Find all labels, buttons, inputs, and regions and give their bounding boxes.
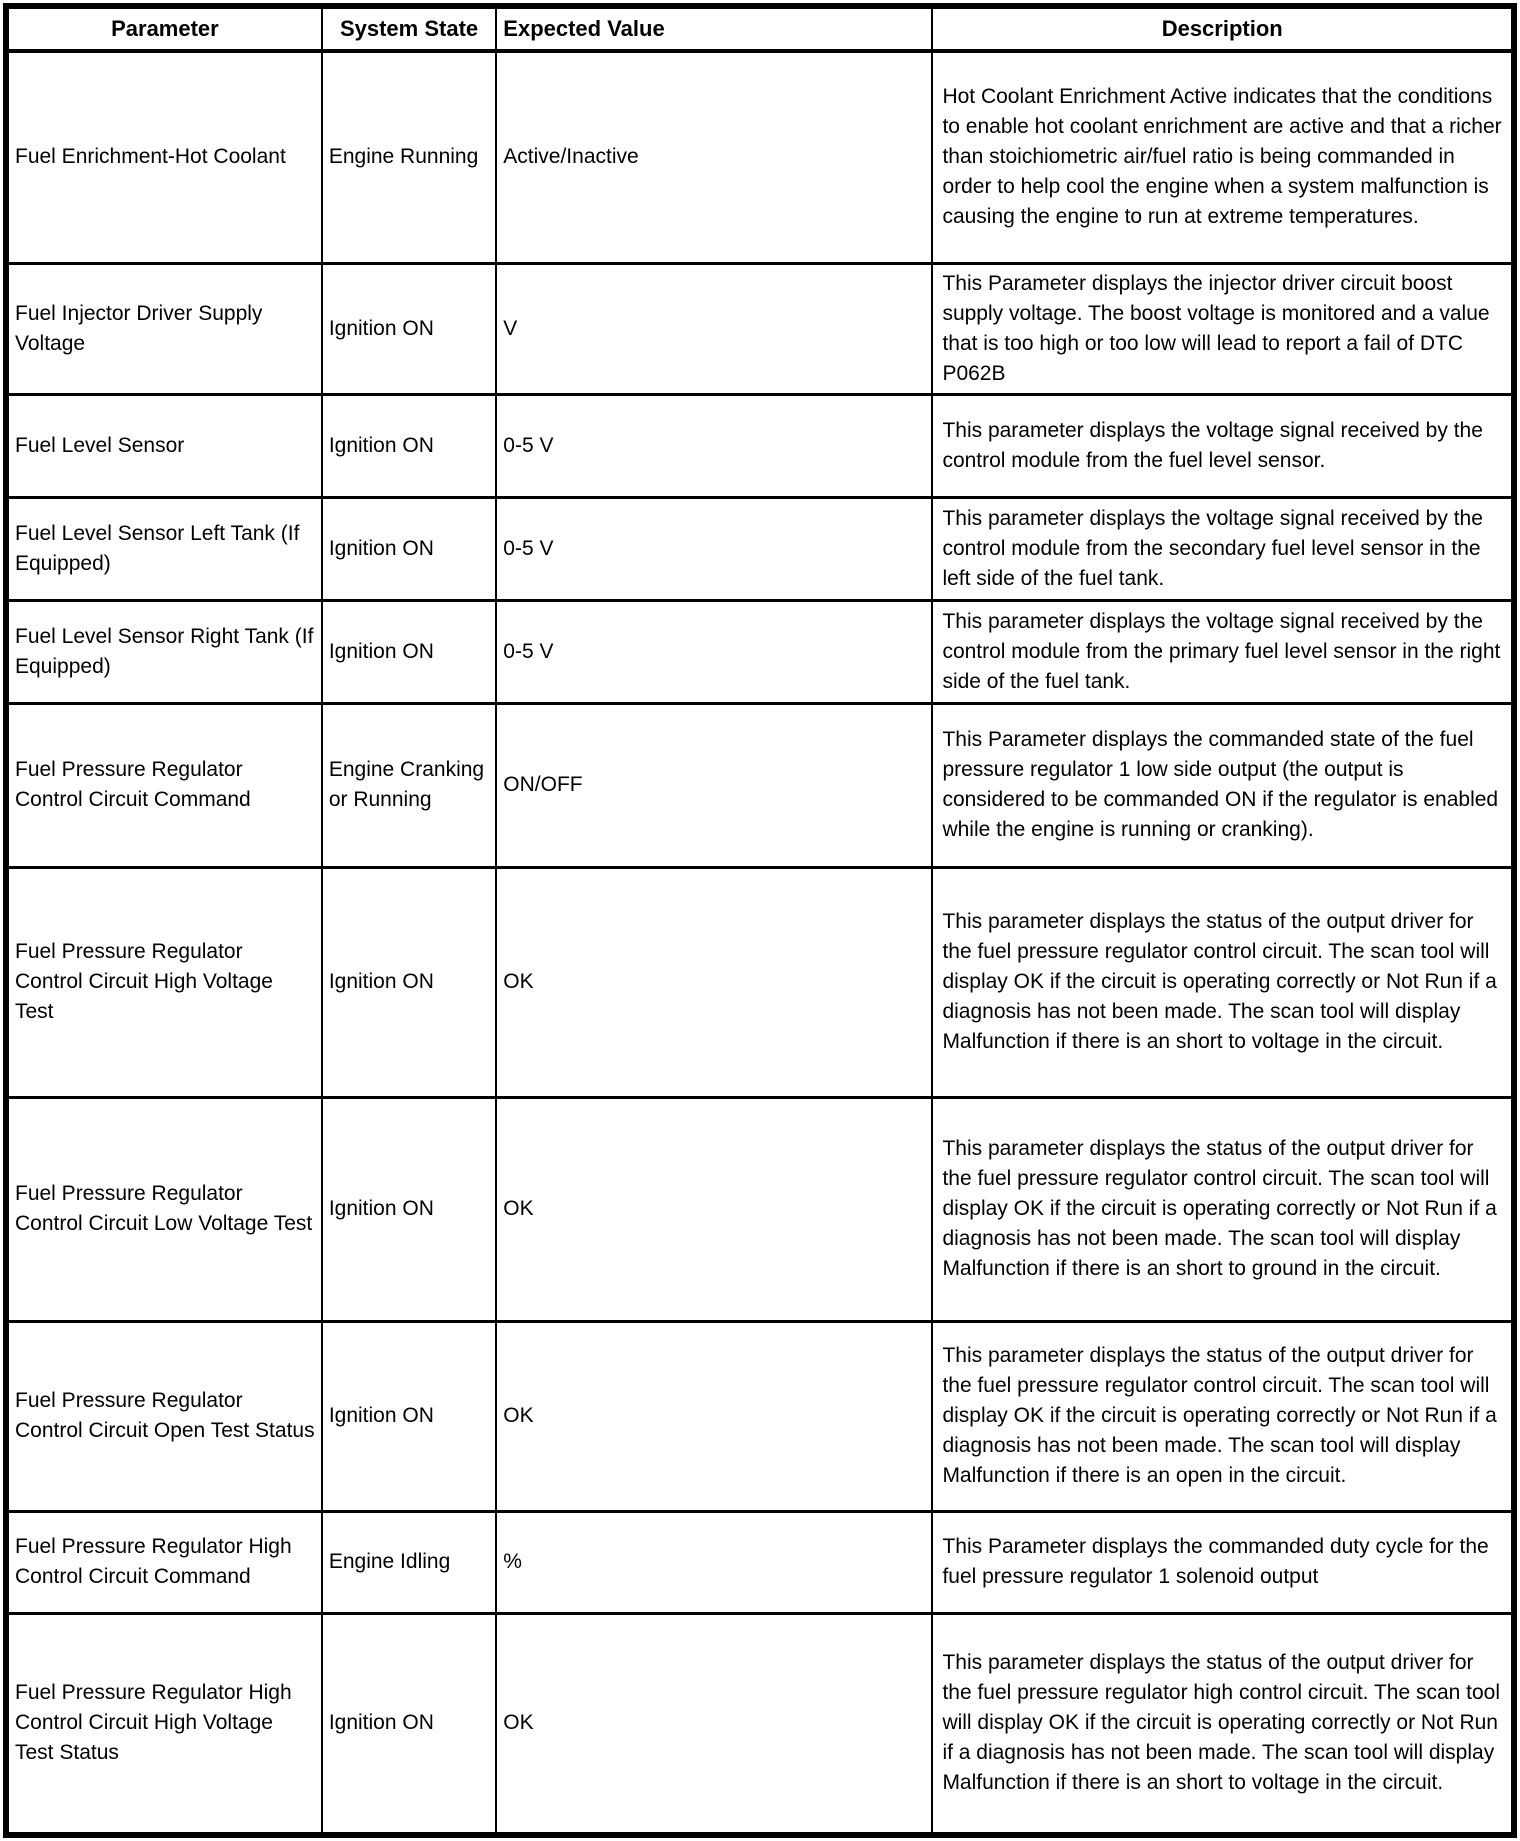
table-header-row [6,6,1514,51]
expected-value-cell: Active/Inactive [496,51,932,263]
description-cell: Hot Coolant Enrichment Active indicates that the conditions to enable hot coolant enrichment are active and that a richer than stoichiometric air/fuel ratio is being commanded in order to help cool the engine when a system malfunction is causing the engine to run at extreme temperatures. [932,51,1514,263]
system-state-cell: Ignition ON [322,394,496,497]
system-state-cell: Ignition ON [322,600,496,703]
expected-value-cell: 0-5 V [496,600,932,703]
description-cell: This parameter displays the voltage signal received by the control module from the primary fuel level sensor in the right side of the fuel tank. [932,600,1514,703]
table-row [6,51,1514,263]
parameter-cell: Fuel Pressure Regulator High Control Circuit High Voltage Test Status [6,1613,322,1835]
parameters-table [3,3,1517,1838]
expected-value-cell: OK [496,867,932,1097]
system-state-cell: Ignition ON [322,263,496,394]
parameter-cell: Fuel Pressure Regulator Control Circuit Command [6,703,322,867]
description-cell: This parameter displays the status of the output driver for the fuel pressure regulator control circuit. The scan tool will display OK if the circuit is operating correctly or Not Run if a diagnosis has not been made. The scan tool will display Malfunction if there is an short to voltage in the circuit. [932,867,1514,1097]
system-state-cell: Engine Cranking or Running [322,703,496,867]
expected-value-cell: OK [496,1097,932,1321]
expected-value-cell: V [496,263,932,394]
system-state-cell: Ignition ON [322,867,496,1097]
table-row [6,263,1514,394]
description-cell: This parameter displays the voltage signal received by the control module from the secondary fuel level sensor in the left side of the fuel tank. [932,497,1514,600]
expected-value-cell: 0-5 V [496,394,932,497]
description-cell: This parameter displays the status of the output driver for the fuel pressure regulator control circuit. The scan tool will display OK if the circuit is operating correctly or Not Run if a diagnosis has not been made. The scan tool will display Malfunction if there is an short to ground in the circuit. [932,1097,1514,1321]
expected-value-cell: OK [496,1321,932,1511]
parameter-cell: Fuel Pressure Regulator High Control Circuit Command [6,1511,322,1613]
description-cell: This Parameter displays the commanded duty cycle for the fuel pressure regulator 1 solenoid output [932,1511,1514,1613]
system-state-cell: Engine Running [322,51,496,263]
parameter-cell: Fuel Enrichment-Hot Coolant [6,51,322,263]
parameter-cell: Fuel Pressure Regulator Control Circuit Low Voltage Test [6,1097,322,1321]
system-state-cell: Ignition ON [322,1097,496,1321]
system-state-cell: Ignition ON [322,1321,496,1511]
table-row [6,394,1514,497]
col-header-description: Description [932,6,1514,51]
expected-value-cell: ON/OFF [496,703,932,867]
col-header-system-state: System State [322,6,496,51]
parameter-cell: Fuel Pressure Regulator Control Circuit High Voltage Test [6,867,322,1097]
col-header-parameter: Parameter [6,6,322,51]
table-row [6,867,1514,1097]
table-row [6,1321,1514,1511]
system-state-cell: Engine Idling [322,1511,496,1613]
system-state-cell: Ignition ON [322,1613,496,1835]
table-row [6,1097,1514,1321]
table-row [6,1613,1514,1835]
description-cell: This parameter displays the status of the output driver for the fuel pressure regulator high control circuit. The scan tool will display OK if the circuit is operating correctly or Not Run if a diagnosis has not been made. The scan tool will display Malfunction if there is an short to voltage in the circuit. [932,1613,1514,1835]
parameter-cell: Fuel Level Sensor Left Tank (If Equipped) [6,497,322,600]
description-cell: This Parameter displays the commanded state of the fuel pressure regulator 1 low side output (the output is considered to be commanded ON if the regulator is enabled while the engine is running or cranking). [932,703,1514,867]
description-cell: This Parameter displays the injector driver circuit boost supply voltage. The boost voltage is monitored and a value that is too high or too low will lead to report a fail of DTC P062B [932,263,1514,394]
description-cell: This parameter displays the status of the output driver for the fuel pressure regulator control circuit. The scan tool will display OK if the circuit is operating correctly or Not Run if a diagnosis has not been made. The scan tool will display Malfunction if there is an open in the circuit. [932,1321,1514,1511]
table-row [6,1511,1514,1613]
table-row [6,600,1514,703]
parameter-cell: Fuel Level Sensor Right Tank (If Equipped) [6,600,322,703]
parameter-cell: Fuel Pressure Regulator Control Circuit Open Test Status [6,1321,322,1511]
system-state-cell: Ignition ON [322,497,496,600]
expected-value-cell: 0-5 V [496,497,932,600]
table-row [6,703,1514,867]
col-header-expected-value: Expected Value [496,6,932,51]
table-row [6,497,1514,600]
expected-value-cell: % [496,1511,932,1613]
parameter-cell: Fuel Injector Driver Supply Voltage [6,263,322,394]
description-cell: This parameter displays the voltage signal received by the control module from the fuel level sensor. [932,394,1514,497]
expected-value-cell: OK [496,1613,932,1835]
parameter-cell: Fuel Level Sensor [6,394,322,497]
